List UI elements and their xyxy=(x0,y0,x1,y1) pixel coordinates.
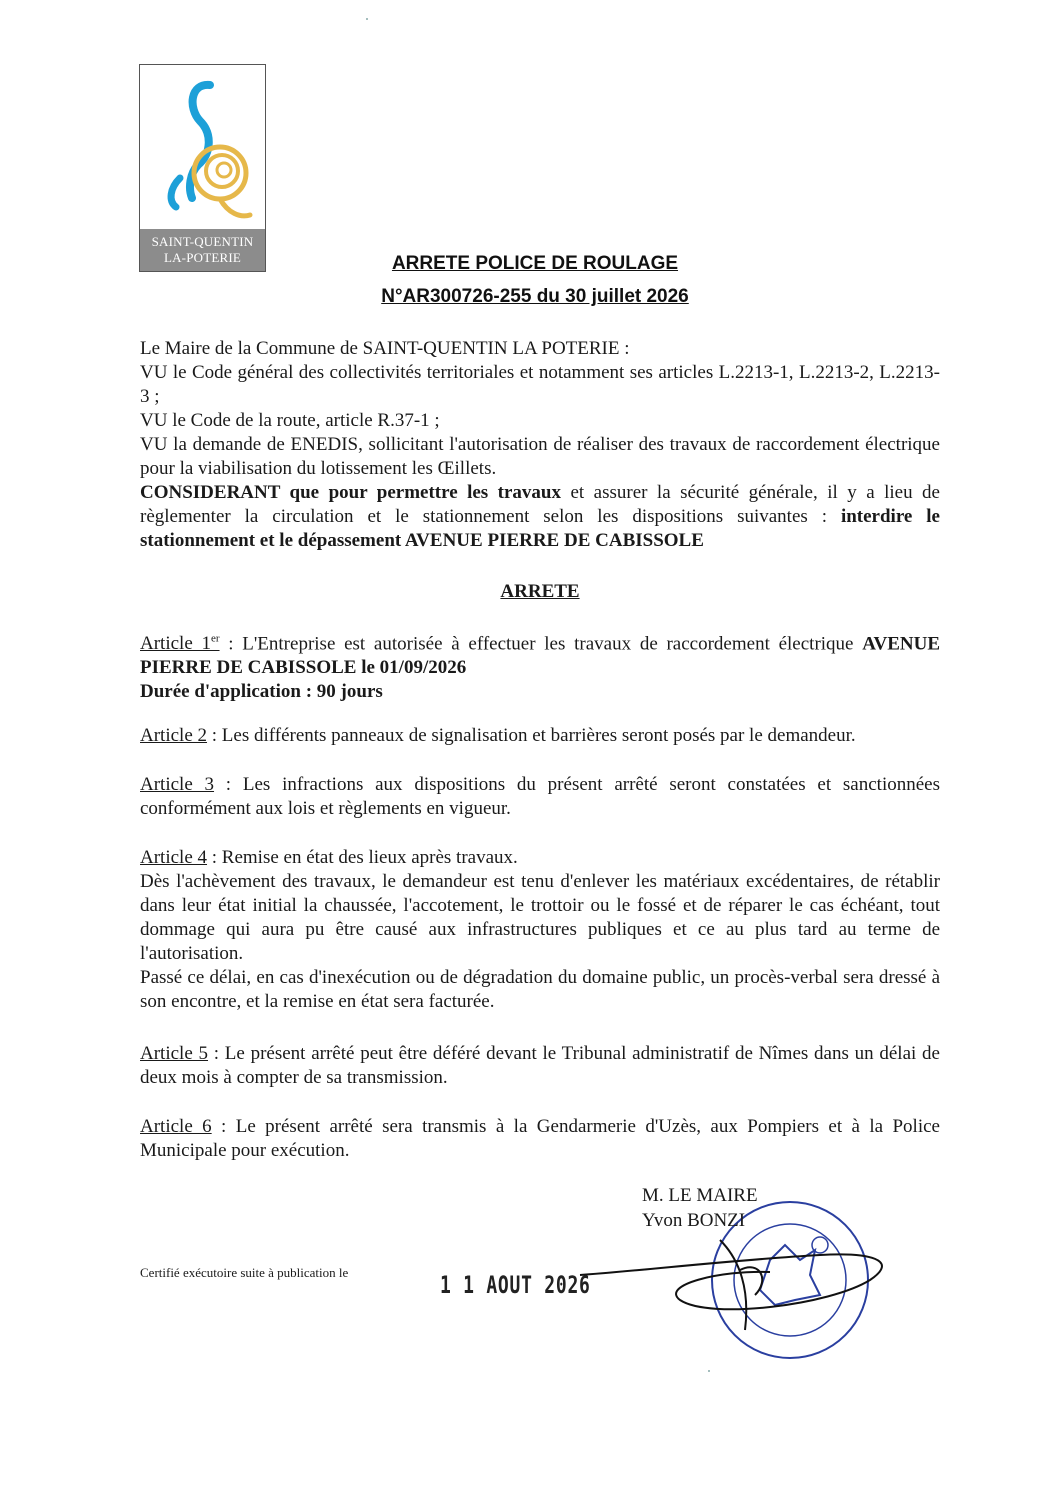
considerant-body: et assurer la sécurité générale, il y a lieu de règlementer la circulation et le stationnement selon les dispositions suivantes : xyxy=(140,482,940,527)
logo-band xyxy=(140,229,265,271)
article-6-text: : Le présent arrêté sera transmis à la Gendarmerie d'Uzès, aux Pompiers et à la Police Municipale pour exécution. xyxy=(140,1116,940,1161)
preamble xyxy=(140,337,940,553)
article-1-duration: Durée d'application : 90 jours xyxy=(140,681,383,703)
article-5 xyxy=(140,1042,940,1090)
article-1-text: : L'Entreprise est autorisée à effectuer les travaux de raccordement électrique xyxy=(219,633,863,655)
article-3-label: Article 3 xyxy=(140,774,215,795)
considerant-lead: CONSIDERANT que pour permettre les travaux xyxy=(140,482,561,503)
article-6 xyxy=(140,1115,940,1163)
sq-logo-mark xyxy=(150,73,255,223)
article-4 xyxy=(140,846,940,1014)
considerant-measure: interdire le stationnement et le dépassement AVENUE PIERRE DE CABISSOLE xyxy=(140,506,940,551)
scan-speck xyxy=(366,18,368,20)
article-2-text: : Les différents panneaux de signalisation et barrières seront posés par le demandeur. xyxy=(207,725,856,746)
article-5-text: : Le présent arrêté peut être déféré devant le Tribunal administratif de Nîmes dans un délai de deux mois à compter de sa transmission. xyxy=(140,1043,940,1088)
article-4-label: Article 4 xyxy=(140,847,208,868)
commune-logo xyxy=(139,64,266,272)
article-4-paragraph-2: Passé ce délai, en cas d'inexécution ou de dégradation du domaine public, un procès-verbal sera dressé à son encontre, et la remise en état sera facturée. xyxy=(140,967,940,1012)
scan-speck xyxy=(708,1370,710,1372)
article-2 xyxy=(140,724,940,748)
article-5-label: Article 5 xyxy=(140,1043,209,1064)
document-title: ARRETE POLICE DE ROULAGE xyxy=(391,253,679,274)
logo-line1: SAINT-QUENTIN xyxy=(151,234,254,249)
article-1 xyxy=(140,627,940,704)
article-3-text: : Les infractions aux dispositions du présent arrêté seront constatées et sanctionnées conformément aux lois et règlements en vigueur. xyxy=(140,774,940,819)
article-1-location: AVENUE PIERRE DE CABISSOLE le 01/09/2026 xyxy=(140,633,940,679)
article-2-label: Article 2 xyxy=(140,725,208,746)
vu-demande: VU la demande de ENEDIS, sollicitant l'autorisation de réaliser des travaux de raccordement électrique pour la viabilisation du lotissement les Œillets. xyxy=(140,434,940,479)
signature-title: M. LE MAIRE xyxy=(642,1185,758,1206)
vu-code-route: VU le Code de la route, article R.37-1 ; xyxy=(140,410,440,431)
signature-name: Yvon BONZI xyxy=(642,1210,746,1231)
article-1-label xyxy=(140,633,220,654)
vu-cgct: VU le Code général des collectivités territoriales et notamment ses articles L.2213-1, L.2213-2, L.2213-3 ; xyxy=(140,362,940,407)
article-1-label-text: Article 1 xyxy=(140,633,211,655)
certification-text: Certifié exécutoire suite à publication le xyxy=(140,1265,349,1280)
article-4-paragraph-1: Dès l'achèvement des travaux, le demandeur est tenu d'enlever les matériaux excédentaires, de rétablir dans leur état initial la chaussée, l'accotement, le trottoir ou le fossé et de réparer le cas échéant, tout dommage qui aura pu être causé aux infrastructures publiques et ce au plus tard au terme de l'autorisation. xyxy=(140,871,940,964)
document-number: N°AR300726-255 du 30 juillet 2026 xyxy=(381,286,689,307)
considerant xyxy=(140,481,940,553)
logo-line2: LA-POTERIE xyxy=(163,250,242,265)
article-4-text: : Remise en état des lieux après travaux. xyxy=(207,847,518,868)
article-1-sup: er xyxy=(210,633,220,645)
publication-date-stamp: 1 1 AOUT 2026 xyxy=(440,1271,591,1299)
arrete-heading: ARRETE xyxy=(500,581,580,602)
article-6-label: Article 6 xyxy=(140,1116,212,1137)
article-3 xyxy=(140,773,940,821)
maire-line: Le Maire de la Commune de SAINT-QUENTIN LA POTERIE : xyxy=(140,338,630,359)
